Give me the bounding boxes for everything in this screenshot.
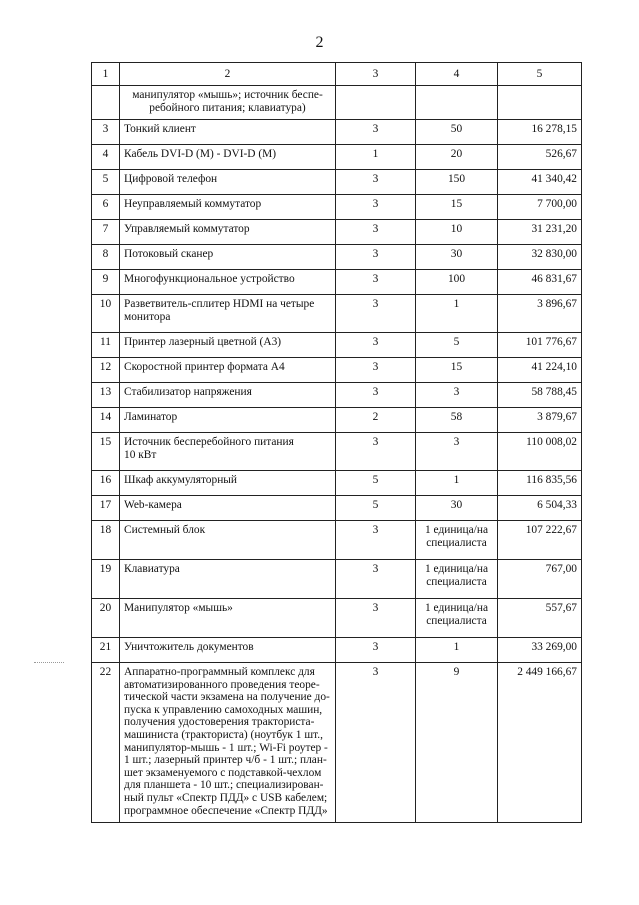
item-name: Разветвитель-сплитер HDMI на четыре монитора	[120, 295, 336, 333]
column-header-4: 4	[416, 63, 498, 86]
page-number: 2	[315, 34, 324, 51]
amount: 2 449 166,67	[498, 663, 582, 823]
column-4-value: 3	[416, 383, 498, 408]
row-number: 14	[92, 408, 120, 433]
item-name: Скоростной принтер формата А4	[120, 358, 336, 383]
amount: 16 278,15	[498, 120, 582, 145]
column-3-value: 3	[336, 245, 416, 270]
column-3-value: 3	[336, 383, 416, 408]
column-4-value: 1 единица/на специалиста	[416, 599, 498, 638]
column-3-value: 5	[336, 496, 416, 521]
amount: 31 231,20	[498, 220, 582, 245]
column-4-value: 5	[416, 333, 498, 358]
item-name: Цифровой телефон	[120, 170, 336, 195]
row-number: 4	[92, 145, 120, 170]
column-4-value: 1	[416, 295, 498, 333]
amount: 7 700,00	[498, 195, 582, 220]
column-3-value: 3	[336, 295, 416, 333]
table-header-row	[92, 63, 582, 86]
item-name: Web-камера	[120, 496, 336, 521]
table-row	[92, 383, 582, 408]
row-number: 21	[92, 638, 120, 663]
table-row	[92, 220, 582, 245]
row-number: 18	[92, 521, 120, 560]
column-4-value: 3	[416, 433, 498, 471]
item-name: Потоковый сканер	[120, 245, 336, 270]
row-number: 16	[92, 471, 120, 496]
item-name: Кабель DVI-D (M) - DVI-D (M)	[120, 145, 336, 170]
amount: 41 340,42	[498, 170, 582, 195]
continuation-num-cell	[92, 86, 120, 120]
column-4-value: 1	[416, 471, 498, 496]
item-name: Аппаратно-программный комплекс для автоматизированного проведения теоре- тической части экзамена на получение до- пуска к управлению самоходных машин, получения удостоверения тракториста- машиниста (тракториста) (ноутбук 1 шт., манипулятор-мышь - 1 шт.; Wi-Fi роутер - 1 шт.; лазерный принтер ч/б - 1 шт.; план- шет экзаменуемого с подставкой-чехлом для планшета - 10 шт.; специализирован- ный пульт «Спектр ПДД» с USB кабелем; программное обеспечение «Спектр ПДД»	[120, 663, 336, 823]
column-3-value: 3	[336, 599, 416, 638]
item-name: Неуправляемый коммутатор	[120, 195, 336, 220]
column-4-value: 30	[416, 245, 498, 270]
table-row	[92, 408, 582, 433]
table-row	[92, 245, 582, 270]
column-header-5: 5	[498, 63, 582, 86]
column-3-value: 3	[336, 195, 416, 220]
continuation-cell-4	[416, 86, 498, 120]
item-name: Ламинатор	[120, 408, 336, 433]
column-header-1: 1	[92, 63, 120, 86]
row-number: 19	[92, 560, 120, 599]
column-4-value: 58	[416, 408, 498, 433]
column-4-value: 15	[416, 358, 498, 383]
amount: 110 008,02	[498, 433, 582, 471]
row-number: 7	[92, 220, 120, 245]
table-row	[92, 496, 582, 521]
table-row	[92, 663, 582, 823]
amount: 3 896,67	[498, 295, 582, 333]
table-row	[92, 521, 582, 560]
item-name: Клавиатура	[120, 560, 336, 599]
column-3-value: 3	[336, 270, 416, 295]
column-header-3: 3	[336, 63, 416, 86]
amount: 3 879,67	[498, 408, 582, 433]
table-row	[92, 145, 582, 170]
amount: 41 224,10	[498, 358, 582, 383]
row-number: 3	[92, 120, 120, 145]
column-4-value: 20	[416, 145, 498, 170]
column-4-value: 50	[416, 120, 498, 145]
item-name: Тонкий клиент	[120, 120, 336, 145]
continuation-cell-5	[498, 86, 582, 120]
column-4-value: 150	[416, 170, 498, 195]
continuation-cell-3	[336, 86, 416, 120]
column-4-value: 1 единица/на специалиста	[416, 560, 498, 599]
row-number: 20	[92, 599, 120, 638]
item-name: Источник бесперебойного питания 10 кВт	[120, 433, 336, 471]
column-4-value: 30	[416, 496, 498, 521]
column-3-value: 3	[336, 220, 416, 245]
amount: 107 222,67	[498, 521, 582, 560]
table-row	[92, 333, 582, 358]
amount: 46 831,67	[498, 270, 582, 295]
table-row	[92, 170, 582, 195]
column-3-value: 5	[336, 471, 416, 496]
column-3-value: 3	[336, 358, 416, 383]
column-3-value: 3	[336, 120, 416, 145]
amount: 767,00	[498, 560, 582, 599]
table-row	[92, 560, 582, 599]
item-name: Многофункциональное устройство	[120, 270, 336, 295]
amount: 526,67	[498, 145, 582, 170]
table-row	[92, 120, 582, 145]
table-row	[92, 270, 582, 295]
scan-artifact	[34, 662, 64, 665]
row-number: 22	[92, 663, 120, 823]
table-row	[92, 599, 582, 638]
amount: 32 830,00	[498, 245, 582, 270]
row-number: 11	[92, 333, 120, 358]
table-row	[92, 195, 582, 220]
item-name: Принтер лазерный цветной (А3)	[120, 333, 336, 358]
table-row	[92, 358, 582, 383]
column-3-value: 3	[336, 663, 416, 823]
column-3-value: 2	[336, 408, 416, 433]
column-3-value: 3	[336, 170, 416, 195]
item-name: Управляемый коммутатор	[120, 220, 336, 245]
row-number: 10	[92, 295, 120, 333]
item-name: Стабилизатор напряжения	[120, 383, 336, 408]
column-4-value: 15	[416, 195, 498, 220]
column-4-value: 1	[416, 638, 498, 663]
column-3-value: 3	[336, 433, 416, 471]
column-3-value: 1	[336, 145, 416, 170]
row-number: 15	[92, 433, 120, 471]
column-header-2: 2	[120, 63, 336, 86]
table-row	[92, 433, 582, 471]
amount: 33 269,00	[498, 638, 582, 663]
table-row	[92, 471, 582, 496]
amount: 116 835,56	[498, 471, 582, 496]
equipment-table	[91, 62, 582, 823]
column-3-value: 3	[336, 521, 416, 560]
column-4-value: 10	[416, 220, 498, 245]
amount: 101 776,67	[498, 333, 582, 358]
column-4-value: 1 единица/на специалиста	[416, 521, 498, 560]
column-4-value: 100	[416, 270, 498, 295]
amount: 557,67	[498, 599, 582, 638]
column-3-value: 3	[336, 638, 416, 663]
continuation-row	[92, 86, 582, 120]
row-number: 5	[92, 170, 120, 195]
row-number: 17	[92, 496, 120, 521]
column-3-value: 3	[336, 333, 416, 358]
row-number: 6	[92, 195, 120, 220]
row-number: 8	[92, 245, 120, 270]
table-row	[92, 295, 582, 333]
amount: 58 788,45	[498, 383, 582, 408]
item-name: Шкаф аккумуляторный	[120, 471, 336, 496]
item-name: Системный блок	[120, 521, 336, 560]
amount: 6 504,33	[498, 496, 582, 521]
row-number: 12	[92, 358, 120, 383]
table-row	[92, 638, 582, 663]
row-number: 13	[92, 383, 120, 408]
item-name: Уничтожитель документов	[120, 638, 336, 663]
row-number: 9	[92, 270, 120, 295]
item-name: Манипулятор «мышь»	[120, 599, 336, 638]
column-3-value: 3	[336, 560, 416, 599]
continuation-text: манипулятор «мышь»; источник беспе- ребойного питания; клавиатура)	[120, 86, 336, 120]
column-4-value: 9	[416, 663, 498, 823]
